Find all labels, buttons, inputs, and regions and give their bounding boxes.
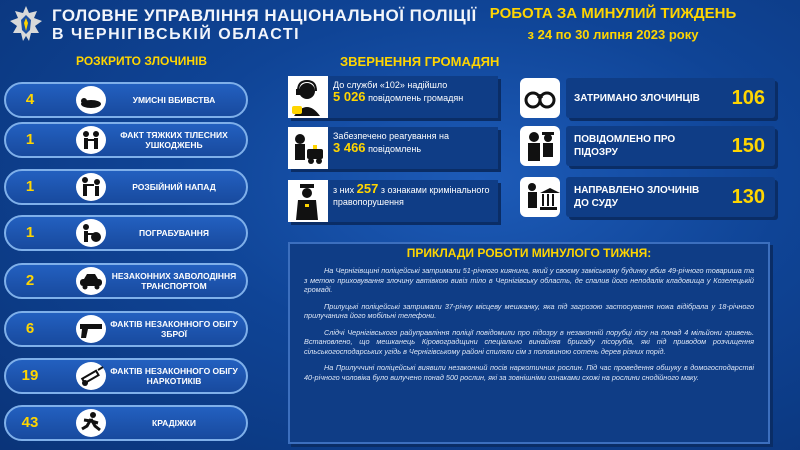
- solved-label: ФАКТ ТЯЖКИХ ТІЛЕСНИХ УШКОДЖЕНЬ: [120, 130, 228, 150]
- examples-title: ПРИКЛАДИ РОБОТИ МИНУЛОГО ТИЖНЯ:: [406, 246, 652, 260]
- example-paragraph: Слідчі Чернігівського райуправління поліції повідомили про підозру в незаконній порубці лісу на понад 4 мільйони гривень. Встановлено, що мешканець Кіровоградщини спеціально винайняв бригаду лісорубів, які під приводом розчищення сільськогосподарських угідь в Чернігівському районі спиляли сім з половиною сотень дерев різних порід.: [304, 327, 754, 356]
- criminal-text: [328, 180, 498, 222]
- solved-label: ФАКТІВ НЕЗАКОННОГО ОБІГУ НАРКОТИКІВ: [110, 366, 238, 386]
- solved-count: 1: [25, 224, 35, 241]
- officer-icon: [288, 180, 326, 222]
- court-icon: [520, 177, 560, 217]
- solved-item: [4, 405, 248, 441]
- stat-detained: [520, 78, 775, 118]
- fight-icon: [76, 126, 106, 154]
- criminal-suffix: з ознаками кримінального правопорушення: [333, 185, 490, 207]
- calls-text: [328, 76, 498, 118]
- calls-line1: До служби «102» надійшло: [333, 80, 448, 90]
- thief-icon: [76, 409, 106, 437]
- solved-count: 43: [21, 414, 39, 431]
- criminal-card: [288, 180, 498, 222]
- calls-card: [288, 76, 498, 118]
- criminal-prefix: з них: [333, 185, 355, 195]
- example-paragraph: На Чернігівщині поліцейські затримали 51-річного киянина, який у своєму заміському будинку вбив 49-річного товариша та з метою приховування злочину автівкою вивіз тіло в Чернігівську область, де спалив його неподалік кладовища у Козелецькій громаді.: [304, 266, 754, 294]
- stat-detained-value: 106: [731, 87, 765, 109]
- police-logo: [8, 5, 44, 45]
- solved-count: 19: [21, 367, 39, 384]
- responses-card: [288, 127, 498, 169]
- solved-label: ФАКТІВ НЕЗАКОННОГО ОБІГУ ЗБРОЇ: [110, 319, 238, 339]
- week-title: РОБОТА ЗА МИНУЛИЙ ТИЖДЕНЬ: [489, 5, 737, 22]
- responses-number: 3 466: [333, 140, 366, 155]
- calls-number: 5 026: [333, 89, 366, 104]
- stat-suspicion-body: [566, 126, 775, 166]
- solved-count: 1: [25, 178, 35, 195]
- solved-item: [4, 122, 248, 158]
- attack-icon: [76, 173, 106, 201]
- car-icon: [76, 267, 106, 295]
- solved-label: НЕЗАКОННИХ ЗАВОЛОДІННЯ ТРАНСПОРТОМ: [111, 271, 237, 291]
- solved-item: [4, 215, 248, 251]
- examples-panel: [288, 242, 770, 444]
- responses-line2: повідомлень: [368, 144, 422, 154]
- stat-suspicion-value: 150: [731, 135, 765, 157]
- stat-suspicion: [520, 126, 775, 166]
- solved-count: 4: [25, 91, 35, 108]
- week-dates: з 24 по 30 липня 2023 року: [527, 27, 699, 42]
- stat-court-value: 130: [731, 186, 765, 208]
- stat-court: [520, 177, 775, 217]
- body-icon: [76, 86, 106, 114]
- suspect-icon: [520, 126, 560, 166]
- responses-text: [328, 127, 498, 169]
- operator-icon: [288, 76, 326, 118]
- solved-count: 1: [25, 131, 35, 148]
- example-paragraph: На Прилуччині поліцейські виявили незаконний посів наркотичних рослин. Під час проведення обшуку в домогосподарстві 40-річного чоловіка було вилучено понад 500 рослин, які за зовнішніми ознаками схожі на рослини снодійного маку.: [304, 363, 754, 382]
- solved-label: КРАДІЖКИ: [152, 418, 196, 428]
- robbery-icon: [76, 219, 106, 247]
- example-paragraph: Прилуцькі поліцейські затримали 37-річну місцеву мешканку, яка під загрозою застосування ножа відібрала у 18-річного прилучанина його мобільні телефони.: [304, 301, 754, 320]
- solved-label: РОЗБІЙНИЙ НАПАД: [132, 182, 216, 192]
- stat-detained-label: ЗАТРИМАНО ЗЛОЧИНЦІВ: [574, 92, 700, 104]
- police-car-icon: [288, 127, 326, 169]
- solved-item: [4, 82, 248, 118]
- solved-item: [4, 358, 248, 394]
- solved-item: [4, 263, 248, 299]
- solved-count: 2: [25, 272, 35, 289]
- stat-detained-body: [566, 78, 775, 118]
- solved-heading: РОЗКРИТО ЗЛОЧИНІВ: [76, 54, 208, 68]
- header-title-line1: ГОЛОВНЕ УПРАВЛІННЯ НАЦІОНАЛЬНОЇ ПОЛІЦІЇ: [52, 6, 477, 25]
- header-title: [52, 6, 477, 44]
- solved-label: УМИСНІ ВБИВСТВА: [132, 95, 216, 105]
- solved-count: 6: [25, 320, 35, 337]
- appeals-heading: ЗВЕРНЕННЯ ГРОМАДЯН: [340, 54, 500, 69]
- solved-item: [4, 311, 248, 347]
- solved-item: [4, 169, 248, 205]
- header-title-line2: В ЧЕРНІГІВСЬКІЙ ОБЛАСТІ: [52, 26, 301, 43]
- gun-icon: [76, 315, 106, 343]
- calls-line2: повідомлень громадян: [368, 93, 464, 103]
- solved-label: ПОГРАБУВАННЯ: [138, 228, 210, 238]
- criminal-number: 257: [356, 181, 379, 196]
- examples-body: [304, 266, 754, 389]
- responses-line1: Забезпечено реагування на: [333, 131, 449, 141]
- stat-court-body: [566, 177, 775, 217]
- stat-court-label: НАПРАВЛЕНО ЗЛОЧИНІВ ДО СУДУ: [574, 185, 700, 209]
- handcuffs-icon: [520, 78, 560, 118]
- syringe-icon: [76, 362, 106, 390]
- stat-suspicion-label: ПОВІДОМЛЕНО ПРО ПІДОЗРУ: [574, 134, 676, 158]
